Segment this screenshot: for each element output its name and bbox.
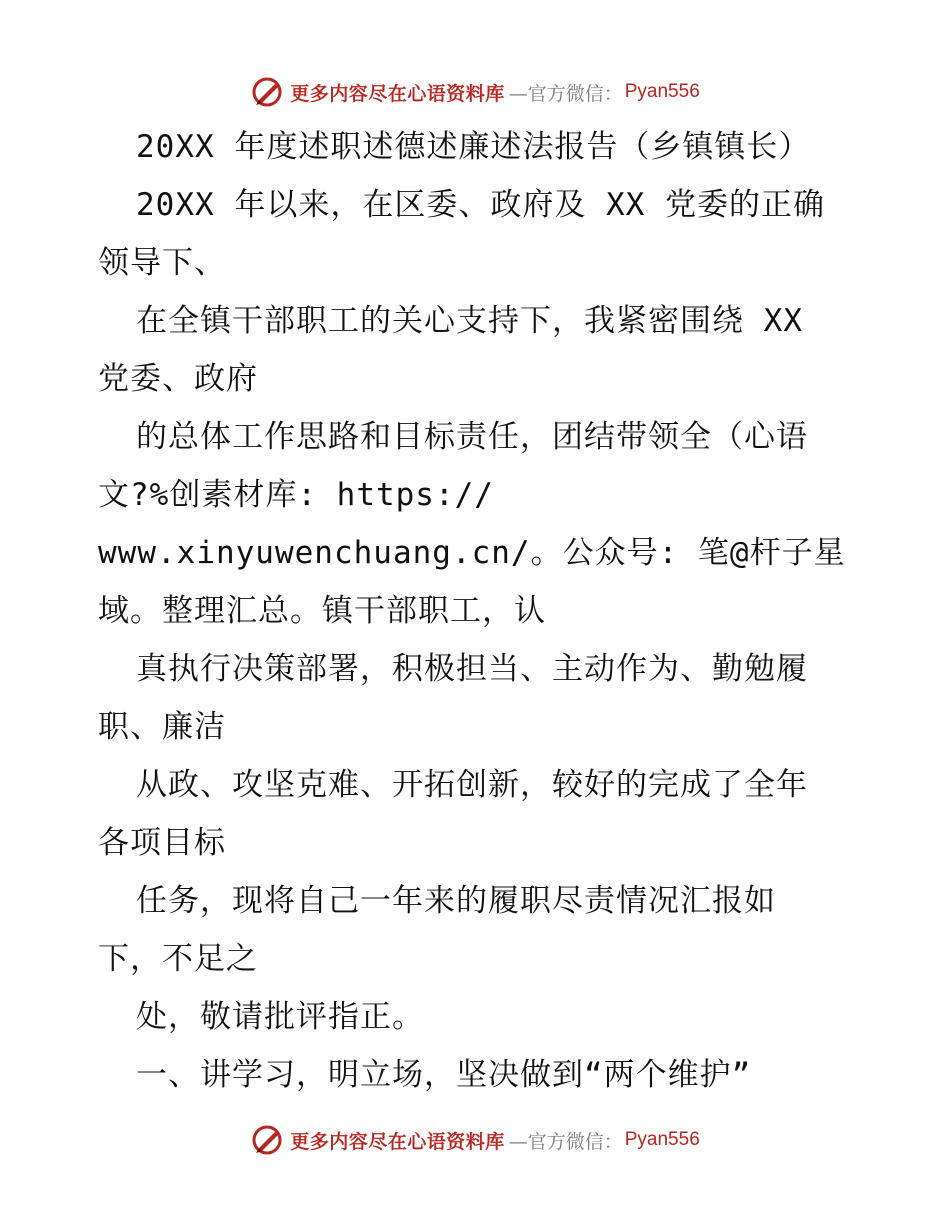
section-heading: 一、讲学习，明立场，坚决做到“两个维护” xyxy=(136,1057,752,1093)
text-line: 下，不足之 xyxy=(98,941,258,977)
footer-banner xyxy=(0,1120,950,1160)
banner-wechat-id: Pyan556 xyxy=(624,81,700,102)
text-line: 党委、政府 xyxy=(98,361,258,397)
text-line: 真执行决策部署，积极担当、主动作为、勤勉履 xyxy=(136,651,808,687)
text-line: 从政、攻坚克难、开拓创新，较好的完成了全年 xyxy=(136,767,808,803)
header-banner xyxy=(0,72,950,112)
text-line: 任务，现将自己一年来的履职尽责情况汇报如 xyxy=(136,883,776,919)
banner-title: 更多内容尽在心语资料库 xyxy=(290,1130,505,1153)
text-line: 域。整理汇总。镇干部职工，认 xyxy=(98,593,546,629)
text-line: 处，敬请批评指正。 xyxy=(136,999,424,1035)
text-line: 领导下、 xyxy=(98,245,226,281)
text-line: 在全镇干部职工的关心支持下，我紧密围绕 XX xyxy=(136,303,803,339)
document-body xyxy=(98,118,858,1104)
text-line: 文?%创素材库: https:// xyxy=(98,477,494,513)
banner-official-label: —官方微信： xyxy=(508,82,623,105)
text-line: 各项目标 xyxy=(98,825,226,861)
document-title: 20XX 年度述职述德述廉述法报告（乡镇镇长） xyxy=(136,129,811,165)
banner-wechat-id: Pyan556 xyxy=(624,1129,700,1150)
banner-official-label: —官方微信： xyxy=(508,1130,623,1153)
text-line: 的总体工作思路和目标责任，团结带领全（心语 xyxy=(136,419,808,455)
text-line: 职、廉洁 xyxy=(98,709,226,745)
brush-pen-logo-icon xyxy=(250,1123,284,1157)
text-line: 20XX 年以来，在区委、政府及 XX 党委的正确 xyxy=(136,187,825,223)
banner-title: 更多内容尽在心语资料库 xyxy=(290,82,505,105)
text-line: www.xinyuwenchuang.cn/。公众号: 笔@杆子星 xyxy=(98,535,846,571)
brush-pen-logo-icon xyxy=(250,75,284,109)
